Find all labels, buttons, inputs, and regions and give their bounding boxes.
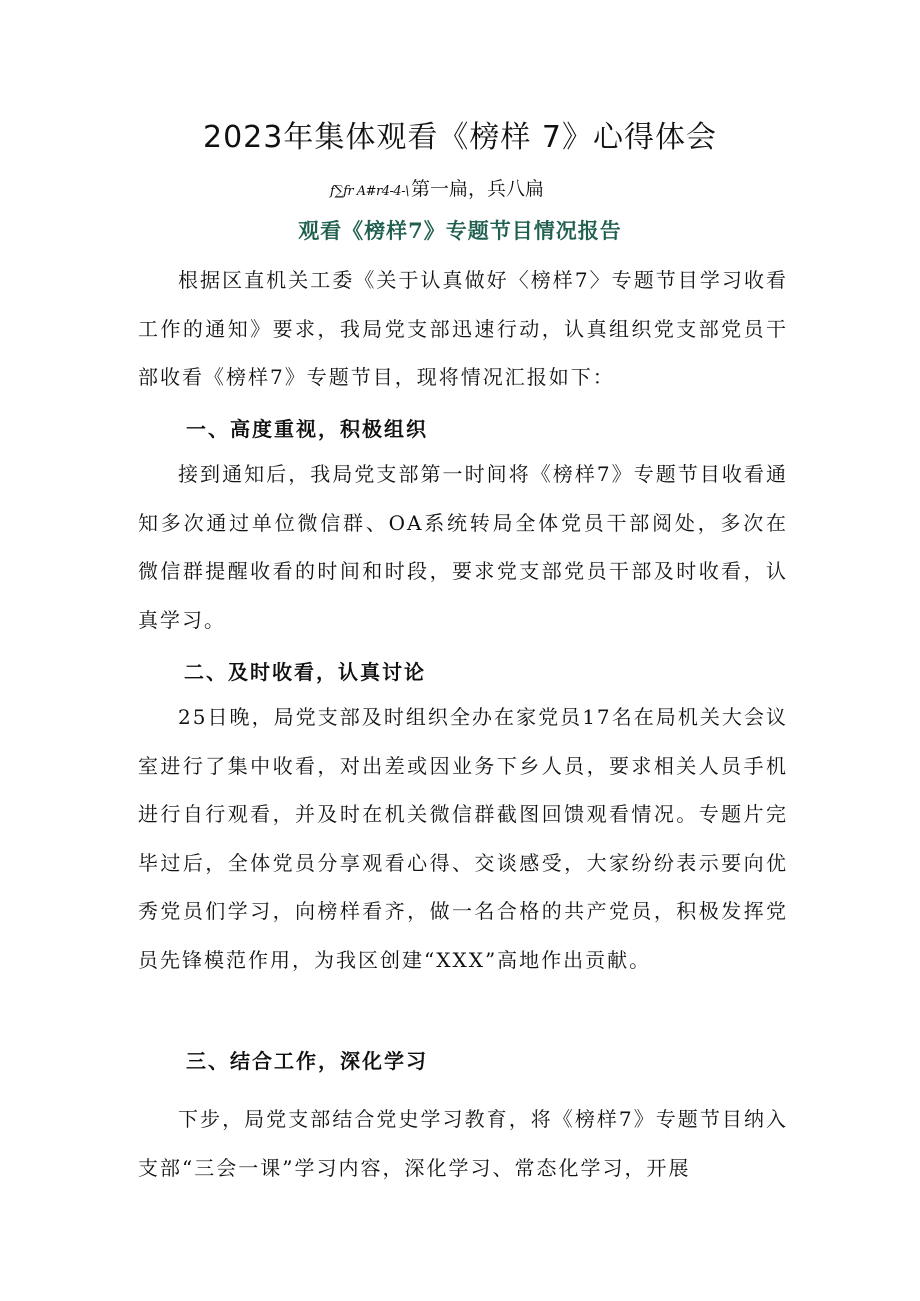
intro-paragraph: 根据区直机关工委《关于认真做好〈榜样7〉专题节目学习收看工作的通知》要求，我局党支部迅速行动，认真组织党支部党员干部收看《榜样7》专题节目，现将情况汇报如下： bbox=[138, 268, 788, 389]
report-title: 观看《榜样7》专题节目情况报告 bbox=[298, 218, 622, 243]
subtitle-garbled-mark: f∑fr A#r4-4-\ bbox=[330, 184, 409, 199]
section-heading-3: 三、结合工作，深化学习 bbox=[186, 1049, 428, 1073]
subtitle-text: 第一扁，兵八扁 bbox=[410, 178, 544, 200]
section-heading-2: 二、及时收看，认真讨论 bbox=[184, 660, 426, 684]
section-heading-1: 一、高度重视，积极组织 bbox=[186, 417, 428, 441]
section-paragraph-3: 下步，局党支部结合党史学习教育，将《榜样7》专题节目纳入支部“三会一课”学习内容，深化学习、常态化学习，开展 bbox=[138, 1107, 788, 1180]
section-paragraph-2: 25日晚，局党支部及时组织全办在家党员17名在局机关大会议室进行了集中收看，对出差或因业务下乡人员，要求相关人员手机进行自行观看，并及时在机关微信群截图回馈观看情况。专题片完毕过后，全体党员分享观看心得、交谈感受，大家纷纷表示要向优秀党员们学习，向榜样看齐，做一名合格的共产党员，积极发挥党员先锋模范作用，为我区创建“XXX”高地作出贡献。 bbox=[138, 705, 788, 972]
document-title: 2023年集体观看《榜样 7》心得体会 bbox=[203, 120, 717, 155]
document-subtitle bbox=[0, 174, 920, 201]
section-paragraph-1: 接到通知后，我局党支部第一时间将《榜样7》专题节目收看通知多次通过单位微信群、OA系统转局全体党员干部阅处，多次在微信群提醒收看的时间和时段，要求党支部党员干部及时收看，认真学习。 bbox=[138, 462, 788, 632]
